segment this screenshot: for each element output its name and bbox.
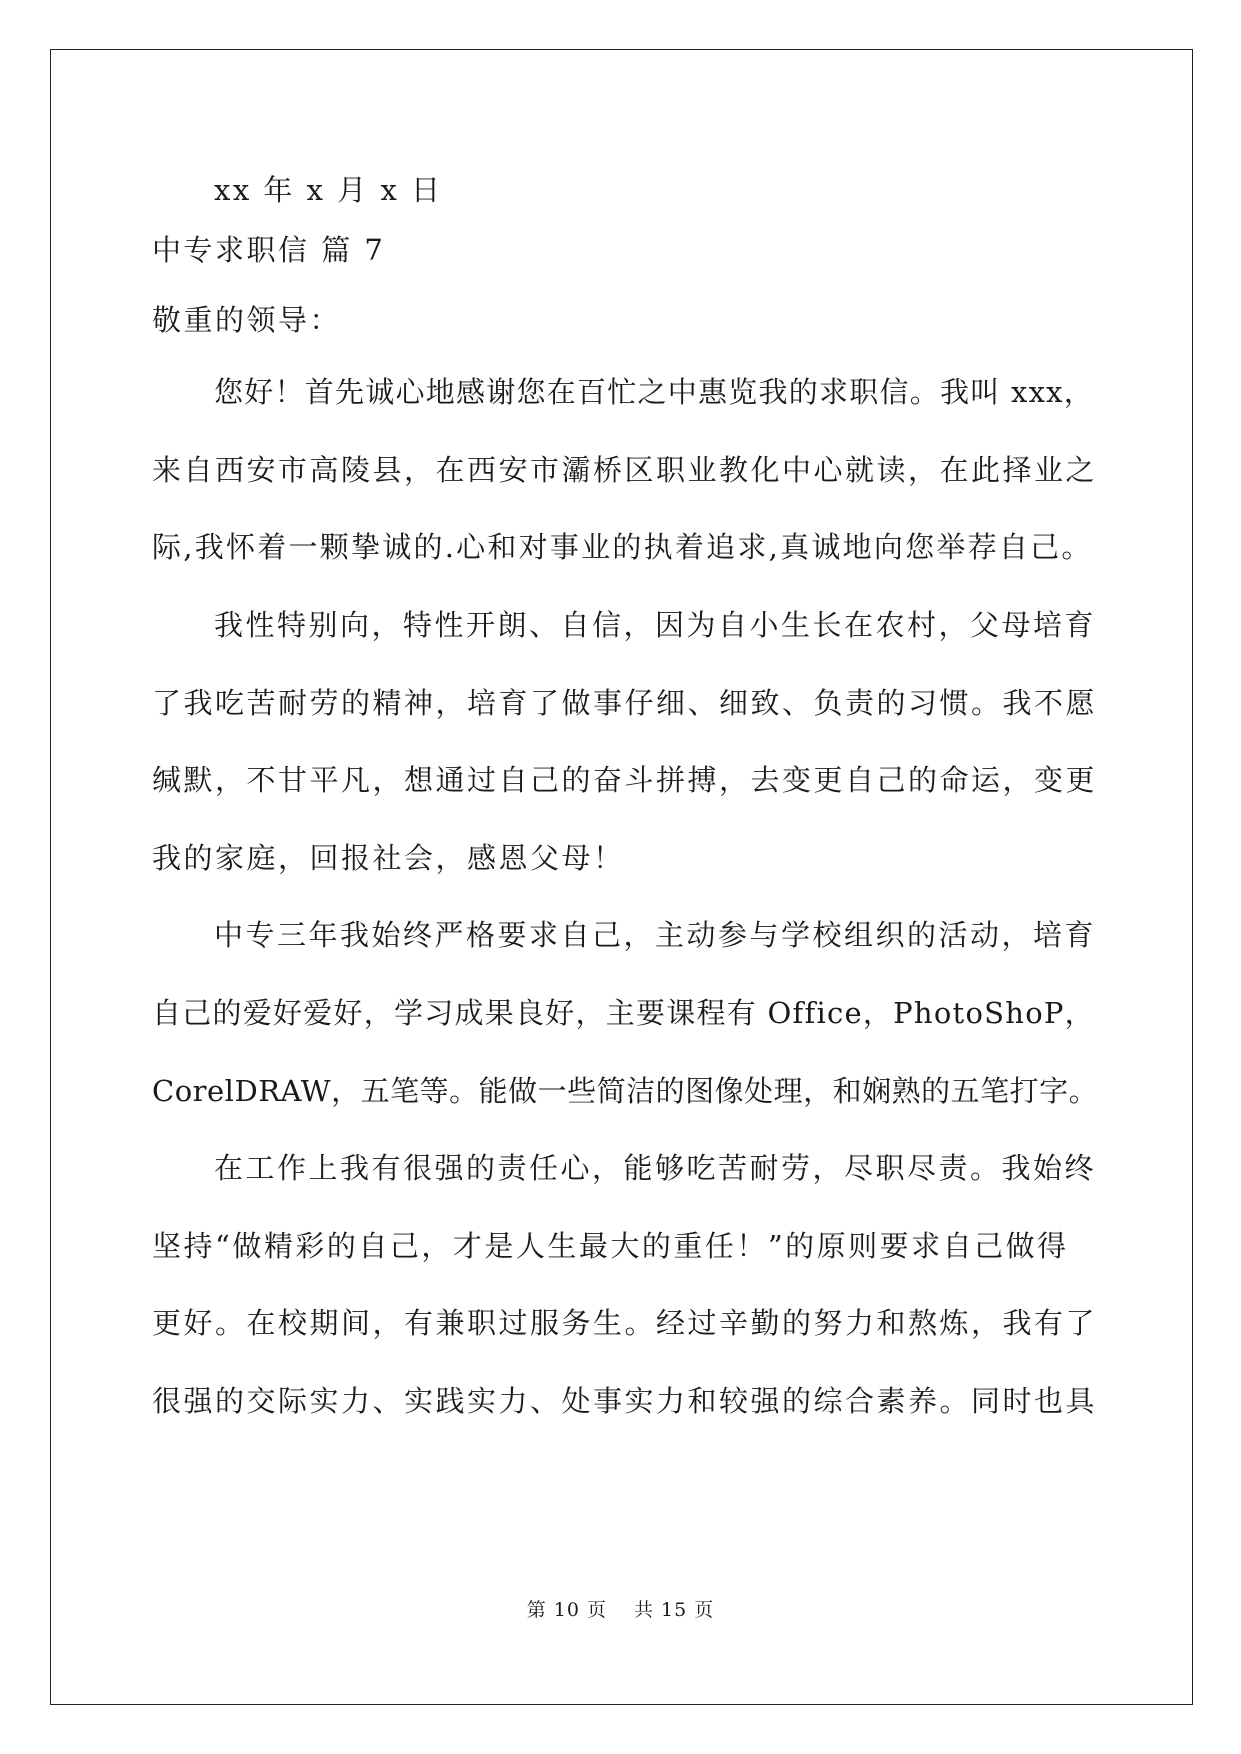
body-line-5: 了我吃苦耐劳的精神，培育了做事仔细、细致、负责的习惯。我不愿 [152,686,1098,720]
body-line-3: 际,我怀着一颗挚诚的.心和对事业的执着追求,真诚地向您举荐自己。 [152,530,1093,564]
salutation: 敬重的领导： [152,303,342,337]
page-number-footer: 第 10 页 共 15 页 [526,1599,715,1621]
body-line-8: 中专三年我始终严格要求自己，主动参与学校组织的活动，培育 [214,918,1097,952]
date-line: xx 年 x 月 x 日 [214,173,443,207]
body-line-13: 更好。在校期间，有兼职过服务生。经过辛勤的努力和熬炼，我有了 [152,1306,1098,1340]
body-line-4: 我性特别向，特性开朗、自信，因为自小生长在农村，父母培育 [214,608,1097,642]
body-line-2: 来自西安市高陵县，在西安市灞桥区职业教化中心就读，在此择业之 [152,453,1098,487]
body-line-1: 您好！首先诚心地感谢您在百忙之中惠览我的求职信。我叫 xxx， [214,375,1095,409]
body-line-12: 坚持“做精彩的自己，才是人生最大的重任！”的原则要求自己做得 [152,1229,1069,1263]
body-line-11: 在工作上我有很强的责任心，能够吃苦耐劳，尽职尽责。我始终 [214,1151,1097,1185]
section-title: 中专求职信 篇 7 [152,233,386,267]
body-line-7: 我的家庭，回报社会，感恩父母！ [152,841,625,875]
body-line-14: 很强的交际实力、实践实力、处事实力和较强的综合素养。同时也具 [152,1384,1098,1418]
body-line-10: CorelDRAW，五笔等。能做一些简洁的图像处理，和娴熟的五笔打字。 [152,1074,1099,1108]
body-line-6: 缄默，不甘平凡，想通过自己的奋斗拼搏，去变更自己的命运，变更 [152,763,1098,797]
body-line-9: 自己的爱好爱好，学习成果良好，主要课程有 Office，PhotoShoP， [152,996,1095,1030]
